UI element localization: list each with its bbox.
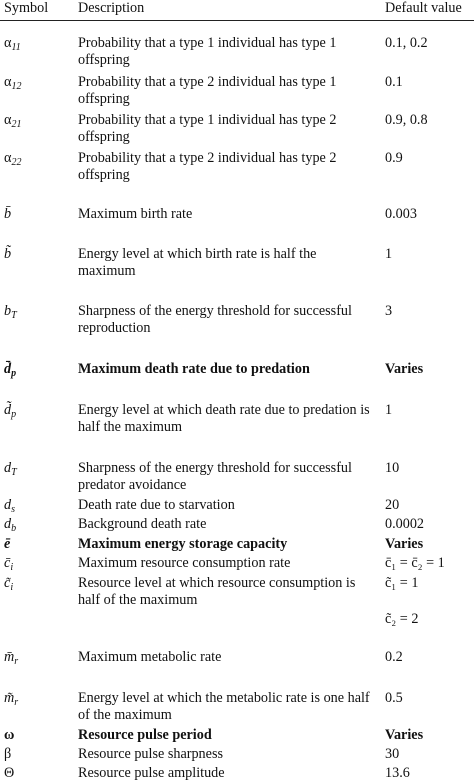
default-value-secondary: c̃₂ = 2: [385, 611, 419, 627]
symbol-base: Θ: [4, 765, 15, 781]
default-value: c̄₁ = c̄₂ = 1: [385, 555, 445, 571]
default-value-cell: [385, 150, 474, 167]
symbol-base: b̄: [4, 206, 12, 222]
default-value: 0.1: [385, 74, 403, 90]
description-cell: Probability that a type 1 individual has type 1 offspring: [78, 35, 337, 68]
symbol-cell: [4, 246, 72, 263]
symbol-base: d: [4, 497, 12, 513]
default-value: 30: [385, 746, 400, 762]
symbol-base: b: [4, 303, 12, 319]
symbol-subscript: T: [11, 310, 17, 321]
default-value-cell: [385, 746, 474, 763]
description-cell: Energy level at which the metabolic rate is one half of the maximum: [78, 690, 370, 723]
default-value-cell: [385, 690, 474, 707]
symbol-subscript: r: [14, 697, 19, 708]
symbol-subscript: T: [11, 467, 17, 478]
default-value: 0.1, 0.2: [385, 35, 428, 51]
default-value: 0.9, 0.8: [385, 112, 428, 128]
symbol-subscript: b: [11, 523, 17, 534]
default-value-cell: [385, 516, 474, 533]
symbol-base: d: [4, 460, 12, 476]
symbol-cell: [4, 555, 72, 572]
symbol-base: β: [4, 746, 12, 762]
symbol-base: d̄: [4, 361, 12, 377]
description-cell: Death rate due to starvation: [78, 497, 235, 513]
description-cell: Resource level at which resource consumption is half of the maximum: [78, 575, 356, 608]
default-value-cell: [385, 246, 474, 263]
symbol-cell: [4, 112, 72, 129]
symbol-base: m̃: [4, 690, 15, 706]
symbol-base: c̄: [4, 555, 11, 571]
symbol-base: m̄: [4, 649, 15, 665]
symbol-subscript: i: [10, 562, 14, 573]
symbol-subscript: 22: [11, 157, 22, 168]
default-value: 0.9: [385, 150, 403, 166]
description-cell: Resource pulse amplitude: [78, 765, 225, 781]
default-value: 0.5: [385, 690, 403, 706]
default-value: 13.6: [385, 765, 410, 781]
header-description: Description: [78, 0, 145, 16]
description-cell: Sharpness of the energy threshold for successful predator avoidance: [78, 460, 352, 493]
default-value-cell: [385, 206, 474, 223]
symbol-subscript: s: [11, 504, 15, 515]
default-value: 10: [385, 460, 400, 476]
description-cell: Maximum death rate due to predation: [78, 361, 310, 377]
default-value: 20: [385, 497, 400, 513]
default-value-cell: [385, 555, 474, 572]
default-value-cell: [385, 575, 474, 628]
default-value-cell: [385, 460, 474, 477]
table-header: [0, 0, 474, 17]
symbol-cell: [4, 727, 72, 744]
description-cell: Maximum energy storage capacity: [78, 536, 288, 552]
symbol-subscript: 12: [11, 81, 22, 92]
default-value: Varies: [385, 361, 424, 377]
default-value: 0.003: [385, 206, 417, 222]
symbol-cell: [4, 206, 72, 223]
default-value-cell: [385, 497, 474, 514]
symbol-base: α: [4, 74, 12, 90]
default-value: 1: [385, 402, 393, 418]
symbol-base: b̃: [4, 246, 12, 262]
description-cell: Probability that a type 2 individual has type 2 offspring: [78, 150, 337, 183]
default-value-cell: [385, 361, 474, 378]
symbol-cell: [4, 402, 72, 419]
symbol-cell: [4, 361, 72, 378]
symbol-cell: [4, 74, 72, 91]
default-value: c̃₁ = 1: [385, 575, 419, 591]
header-rule: [0, 20, 474, 21]
default-value-cell: [385, 303, 474, 320]
default-value-cell: [385, 35, 474, 52]
symbol-cell: [4, 536, 72, 553]
symbol-base: α: [4, 112, 12, 128]
symbol-cell: [4, 690, 72, 707]
description-cell: Energy level at which death rate due to predation is half the maximum: [78, 402, 370, 435]
symbol-subscript: 21: [11, 119, 22, 130]
symbol-subscript: i: [10, 582, 14, 593]
symbol-base: α: [4, 35, 12, 51]
description-cell: Resource pulse period: [78, 727, 212, 743]
default-value-cell: [385, 727, 474, 744]
symbol-cell: [4, 303, 72, 320]
default-value-cell: [385, 536, 474, 553]
symbol-cell: [4, 575, 72, 592]
description-cell: Maximum metabolic rate: [78, 649, 222, 665]
description-cell: Maximum resource consumption rate: [78, 555, 291, 571]
symbol-base: α: [4, 150, 12, 166]
description-cell: Sharpness of the energy threshold for successful reproduction: [78, 303, 352, 336]
symbol-base: d̃: [4, 402, 12, 418]
symbol-base: ē: [4, 536, 11, 552]
symbol-base: ω: [4, 727, 15, 743]
default-value-cell: [385, 74, 474, 91]
symbol-cell: [4, 35, 72, 52]
default-value-cell: [385, 765, 474, 782]
default-value: 1: [385, 246, 393, 262]
symbol-cell: [4, 516, 72, 533]
symbol-subscript: p: [11, 368, 17, 379]
symbol-cell: [4, 765, 72, 782]
default-value-cell: [385, 649, 474, 666]
default-value-cell: [385, 112, 474, 129]
default-value-cell: [385, 402, 474, 419]
description-cell: Maximum birth rate: [78, 206, 193, 222]
symbol-subscript: p: [11, 409, 17, 420]
header-default-value: Default value: [385, 0, 462, 16]
description-cell: Background death rate: [78, 516, 207, 532]
description-cell: Energy level at which birth rate is half the maximum: [78, 246, 317, 279]
symbol-cell: [4, 746, 72, 763]
symbol-subscript: r: [14, 656, 19, 667]
description-cell: Probability that a type 1 individual has type 2 offspring: [78, 112, 337, 145]
symbol-subscript: 11: [11, 42, 21, 53]
default-value: 0.0002: [385, 516, 425, 532]
default-value: Varies: [385, 536, 424, 552]
symbol-base: d: [4, 516, 12, 532]
symbol-base: c̃: [4, 575, 11, 591]
default-value: 3: [385, 303, 393, 319]
header-symbol: Symbol: [4, 0, 49, 16]
symbol-cell: [4, 150, 72, 167]
symbol-cell: [4, 460, 72, 477]
default-value: 0.2: [385, 649, 403, 665]
symbol-cell: [4, 497, 72, 514]
symbol-cell: [4, 649, 72, 666]
description-cell: Resource pulse sharpness: [78, 746, 223, 762]
description-cell: Probability that a type 2 individual has type 1 offspring: [78, 74, 337, 107]
default-value: Varies: [385, 727, 424, 743]
